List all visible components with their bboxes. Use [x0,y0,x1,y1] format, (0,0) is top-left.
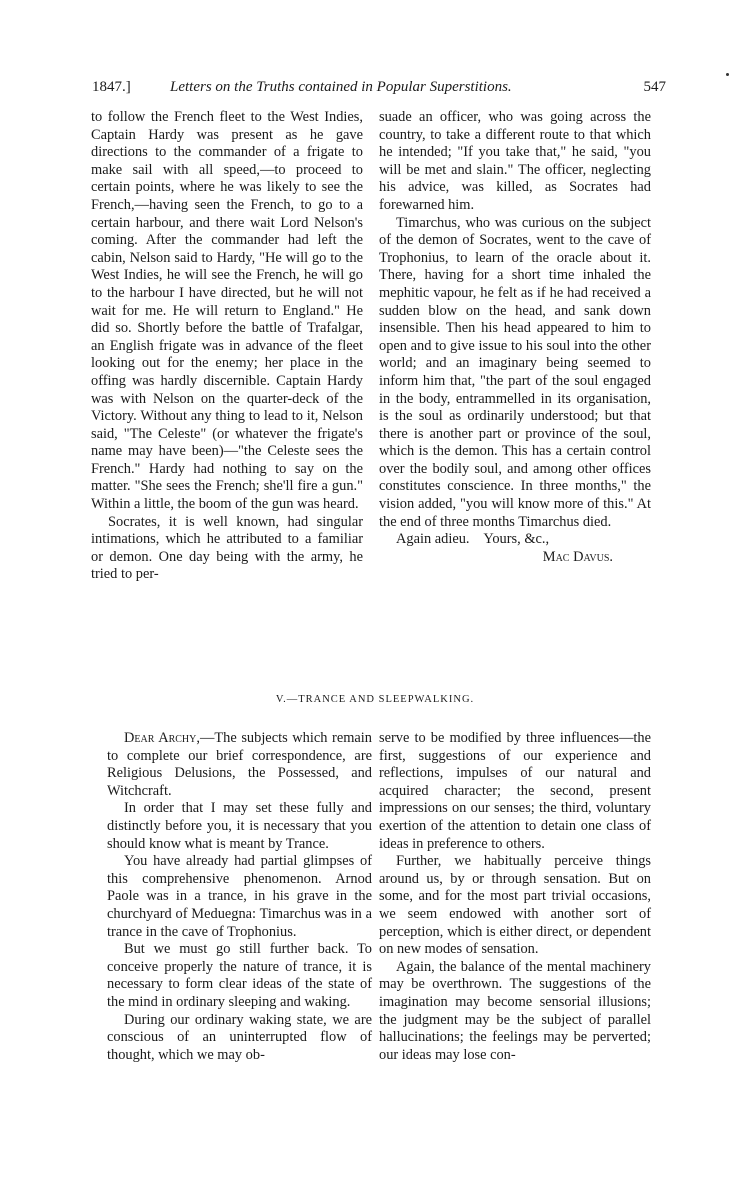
paragraph: Socrates, it is well known, had singular intimations, which he attributed to a familiar or demon. One day being with the army, he tried to per- [91,513,363,583]
column-bottom-left [107,730,372,1064]
paragraph: In order that I may set these fully and distinctly before you, it is necessary that you should know what is meant by Trance. [107,800,372,852]
header-year: 1847.] [92,79,131,95]
paragraph: But we must go still further back. To conceive properly the nature of trance, it is necessary to form clear ideas of the state of the mind in ordinary sleeping and waking. [107,941,372,1010]
signature-name: Mac Davus. [542,548,613,565]
paragraph: You have already had partial glimpses of this comprehensive phenomenon. Arnod Paole was in a trance, in his grave in the churchyard of Meduegna: Timarchus was in a trance in the cave of Trophonius. [107,853,372,940]
paragraph [107,730,372,800]
paragraph: Timarchus, who was curious on the subject of the demon of Socrates, went to the cave of Trophonius, to learn of the oracle about it. There, having for a short time inhaled the mephitic vapour, he felt as if he had received a sudden blow on the head, and sank down insensible. Then his head appeared to him to open and to give issue to his soul into the other world; and an imaginary being seemed to inform him that, "the part of the soul engaged in the body, entrammelled in its organisation, is the soul as ordinarily understood; but that there is another part or province of the soul, which is the demon. This has a certain control over the bodily soul, and among other offices constitutes conscience. In three months," the vision added, "you will know more of this." At the end of three months Timarchus died. [379,214,651,530]
paragraph: Again, the balance of the mental machinery may be overthrown. The suggestions of the imagination may become sensorial illusions; the judgment may be the subject of parallel hallucinations; the feelings may be perverted; our ideas may lose con- [379,958,651,1063]
column-top-right [379,109,651,566]
paragraph: serve to be modified by three influences—the first, suggestions of our experience and reflections, impulses of our natural and acquired character; the second, present impressions on our senses; the third, voluntary exertion of the attention to detain one class of ideas in preference to others. [379,730,651,852]
page-speck [726,73,729,76]
paragraph: During our ordinary waking state, we are conscious of an uninterrupted flow of thought, which we may ob- [107,1011,372,1063]
salutation: Dear Archy, [124,730,200,746]
running-header [92,79,666,101]
paragraph: suade an officer, who was going across the country, to take a different route to that which he intended; "If you take that," he said, "you will be met and slain." The officer, neglecting his advice, was killed, as Socrates had forewarned him. [379,109,651,213]
signoff-line: Again adieu. Yours, &c., [396,531,550,548]
column-bottom-right [379,730,651,1064]
page-number: 547 [643,79,666,95]
column-top-left [91,109,363,584]
header-title: Letters on the Truths contained in Popular Superstitions. [170,79,512,95]
paragraph: to follow the French fleet to the West Indies, Captain Hardy was present as he gave directions to the commander of a frigate to make sail with all speed,—to proceed to certain points, where he was likely to see the French,—having seen the French, to go to a certain harbour, and there wait Lord Nelson's coming. After the commander had left the cabin, Nelson said to Hardy, "He will go to the West Indies, he will see the French, he will go to the harbour I have directed, but he will not wait for me. He will return to England." He did so. Shortly before the battle of Trafalgar, an English frigate was in advance of the fleet looking out for the enemy; her place in the offing was hardly discernible. Captain Hardy was with Nelson on the quarter-deck of the Victory. Without any thing to lead to it, Nelson said, "The Celeste" (or whatever the frigate's name may have been)—"the Celeste sees the French." Hardy had nothing to say on the matter. "She sees the French; she'll fire a gun." Within a little, the boom of the gun was heard. [91,109,363,513]
section-heading: V.—TRANCE AND SLEEPWALKING. [275,694,475,705]
paragraph: Further, we habitually perceive things around us, by or through sensation. But on some, and for the most part trivial occasions, we seem endowed with another sort of perception, which is either direct, or dependent on new modes of sensation. [379,853,651,958]
paragraph-text: —The subjects which remain to complete our brief correspondence, are Religious Delusions, the Possessed, and Witchcraft. [107,730,372,799]
